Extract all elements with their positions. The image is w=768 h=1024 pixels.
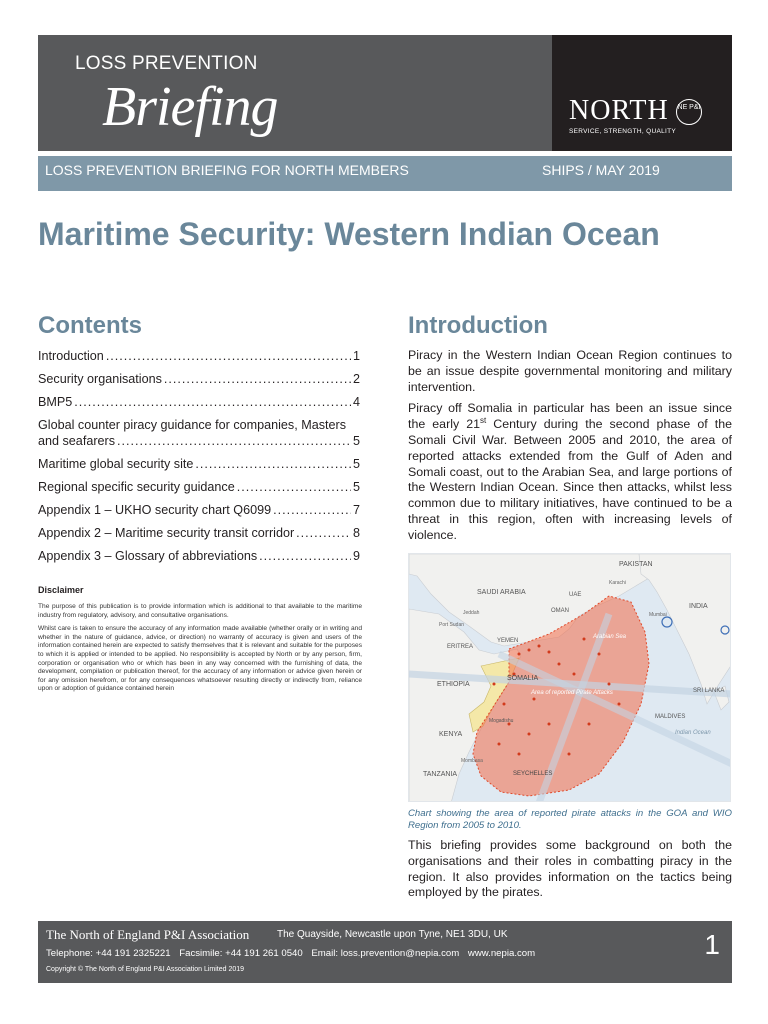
intro-paragraph: Piracy in the Western Indian Ocean Region continues to be an issue despite governmental monitoring and military intervention. bbox=[408, 348, 732, 394]
map-label-pakistan: PAKISTAN bbox=[619, 561, 653, 568]
footer-contact bbox=[46, 948, 541, 959]
toc-item[interactable] bbox=[38, 525, 360, 541]
map-label-yemen: YEMEN bbox=[497, 638, 519, 644]
introduction-heading: Introduction bbox=[408, 312, 548, 339]
map-label-port-sudan: Port Sudan bbox=[439, 622, 465, 628]
map-caption: Chart showing the area of reported pirate attacks in the GOA and WIO Region from 2005 to 2010. bbox=[408, 808, 732, 831]
intro-paragraph-final: This briefing provides some background on both the organisations and their roles in combatting piracy in the region. It also provides information on the tactics being employed by the pirates. bbox=[408, 838, 732, 900]
disclaimer-paragraph: Whilst care is taken to ensure the accuracy of any information made available (whether orally or in writing and whether in the nature of guidance, advice, or direction) no warranty of accuracy is given and users of the information contained herein are expected to satisfy themselves that it is relevant and suitable for the purposes to which it is applied or intended to be applied. No responsibility is accepted by North or by any person, firm, corporation or organisation who or which has been in any way concerned with the furnishing of data, the development, compilation or publication thereof, for the accuracy of any information or advice given herein or for any omission herefrom, or for any consequences whatsoever resulting directly or indirectly from, reliance upon or adoption of guidance contained herein bbox=[38, 625, 362, 693]
map-label-tanzania: TANZANIA bbox=[423, 771, 458, 778]
map-label-mumbai: Mumbai bbox=[649, 612, 667, 618]
map-label-kenya: KENYA bbox=[439, 731, 463, 738]
toc-item[interactable] bbox=[38, 417, 360, 449]
toc-item-page: 5 bbox=[352, 434, 360, 448]
toc-item[interactable] bbox=[38, 371, 360, 387]
map-label-attack-area: Area of reported Pirate Attacks bbox=[531, 690, 613, 696]
contents-heading: Contents bbox=[38, 312, 142, 339]
map-label-seychelles: SEYCHELLES bbox=[513, 771, 553, 777]
page-number: 1 bbox=[704, 929, 720, 960]
map-label-srilanka: SRI LANKA bbox=[693, 688, 725, 694]
page-title: Maritime Security: Western Indian Ocean bbox=[38, 216, 660, 252]
toc-item[interactable] bbox=[38, 394, 360, 410]
map-label-arabian-sea: Arabian Sea bbox=[593, 634, 627, 640]
map-label-somalia: SOMALIA bbox=[507, 675, 539, 682]
toc-item-page: 4 bbox=[352, 395, 360, 409]
toc-item-page: 5 bbox=[352, 480, 360, 494]
toc-item-label: Appendix 2 – Maritime security transit corridor bbox=[38, 526, 295, 540]
masthead-title: Briefing bbox=[102, 76, 278, 138]
toc-item-page: 8 bbox=[352, 526, 360, 540]
map-label-maldives: MALDIVES bbox=[655, 714, 686, 720]
masthead bbox=[38, 35, 732, 151]
strap-issue: SHIPS / MAY 2019 bbox=[542, 162, 660, 178]
masthead-kicker: LOSS PREVENTION bbox=[75, 53, 258, 74]
toc-item[interactable] bbox=[38, 348, 360, 364]
footer-address: The Quayside, Newcastle upon Tyne, NE1 3DU, UK bbox=[277, 929, 508, 940]
map-svg bbox=[409, 554, 731, 802]
north-logo-panel bbox=[552, 35, 732, 151]
footer-email[interactable]: Email: loss.prevention@nepia.com bbox=[311, 948, 460, 959]
toc-item-page: 2 bbox=[352, 372, 360, 386]
toc-item-label-line1: Global counter piracy guidance for companies, Masters bbox=[38, 418, 346, 432]
toc-item-page: 5 bbox=[352, 457, 360, 471]
toc-item-page: 1 bbox=[352, 349, 360, 363]
disclaimer-text bbox=[38, 603, 362, 694]
footer-fax: Facsimile: +44 191 261 0540 bbox=[179, 948, 303, 959]
intro-paragraph: Piracy off Somalia in particular has been an issue since the early 21st Century during the second phase of the Somali Civil War. Between 2005 and 2010, the area of reported attacks extended from the Gulf of Aden and Somali coast, out to the Arabian Sea, and large portions of the Western Indian Ocean. Since then attacks, whilst less common due to military initiatives, have continued to be a threat in this region, often with increasing levels of violence. bbox=[408, 401, 732, 542]
toc-item-label: Security organisations bbox=[38, 372, 162, 386]
map-label-jeddah: Jeddah bbox=[463, 610, 480, 616]
map-label-uae: UAE bbox=[569, 592, 582, 598]
map-label-oman: OMAN bbox=[551, 608, 569, 614]
footer-telephone: Telephone: +44 191 2325221 bbox=[46, 948, 171, 959]
map-label-ethiopia: ETHIOPIA bbox=[437, 681, 470, 688]
toc-item[interactable] bbox=[38, 502, 360, 518]
map-label-saudi: SAUDI ARABIA bbox=[477, 589, 526, 596]
toc-item-label: and seafarers bbox=[38, 434, 116, 448]
toc-item-label: Introduction bbox=[38, 349, 104, 363]
toc-item[interactable] bbox=[38, 456, 360, 472]
disclaimer-heading: Disclaimer bbox=[38, 585, 84, 595]
briefing-strap bbox=[38, 156, 732, 191]
disclaimer-paragraph: The purpose of this publication is to provide information which is additional to that available to the maritime industry from regulatory, advisory, and consultative organisations. bbox=[38, 603, 362, 619]
map-label-karachi: Karachi bbox=[609, 580, 626, 586]
page-footer bbox=[38, 921, 732, 983]
toc-item-label: BMP5 bbox=[38, 395, 73, 409]
strap-audience: LOSS PREVENTION BRIEFING FOR NORTH MEMBERS bbox=[45, 162, 409, 178]
north-tagline: SERVICE, STRENGTH, QUALITY bbox=[569, 128, 677, 135]
toc-item-label: Regional specific security guidance bbox=[38, 480, 235, 494]
toc-item-label: Appendix 1 – UKHO security chart Q6099 bbox=[38, 503, 272, 517]
map-label-india: INDIA bbox=[689, 603, 708, 610]
table-of-contents bbox=[38, 348, 360, 571]
toc-item-label: Appendix 3 – Glossary of abbreviations bbox=[38, 549, 258, 563]
north-seal-icon: NE P&I bbox=[676, 99, 702, 125]
toc-item-label: Maritime global security site bbox=[38, 457, 194, 471]
footer-org: The North of England P&I Association bbox=[46, 927, 250, 942]
toc-item[interactable] bbox=[38, 548, 360, 564]
map-label-indian-ocean: Indian Ocean bbox=[675, 730, 711, 736]
map-label-mombasa: Mombasa bbox=[461, 758, 483, 764]
north-logo-wordmark: NORTH bbox=[569, 95, 669, 126]
toc-item-page: 9 bbox=[352, 549, 360, 563]
toc-item[interactable] bbox=[38, 479, 360, 495]
footer-web[interactable]: www.nepia.com bbox=[467, 948, 536, 959]
piracy-area-map bbox=[408, 553, 731, 802]
introduction-text bbox=[408, 348, 732, 544]
map-label-eritrea: ERITREA bbox=[447, 644, 474, 650]
toc-item-page: 7 bbox=[352, 503, 360, 517]
map-label-mogadishu: Mogadishu bbox=[489, 718, 514, 724]
footer-copyright: Copyright © The North of England P&I Association Limited 2019 bbox=[46, 966, 245, 973]
